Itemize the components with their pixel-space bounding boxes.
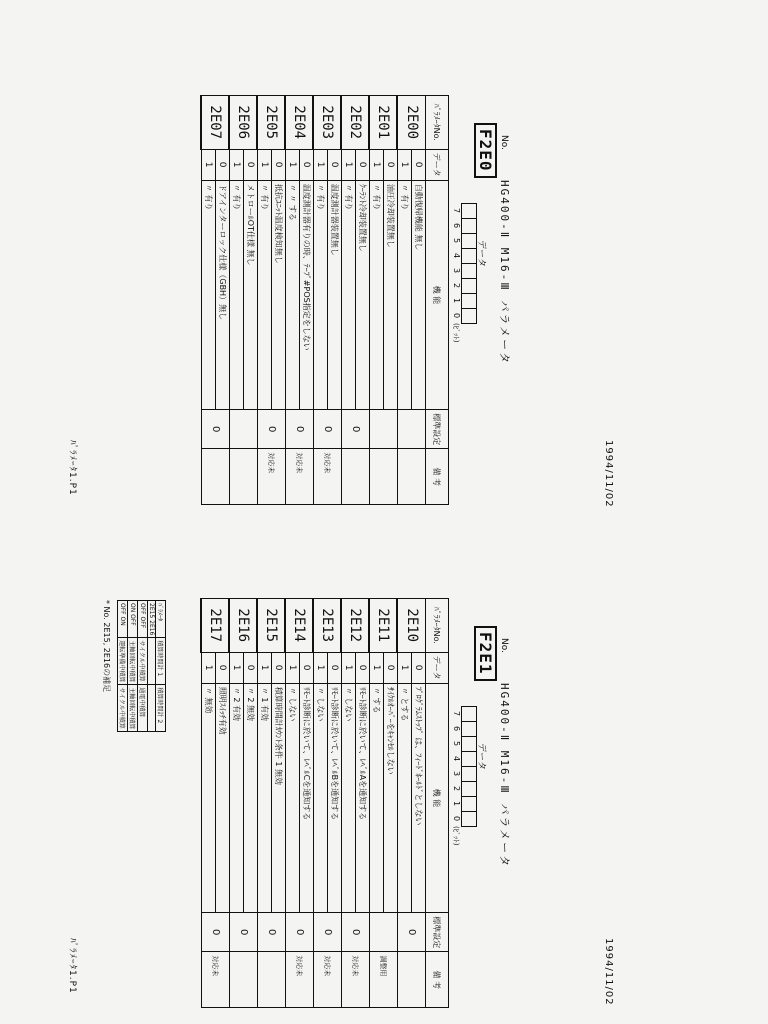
supplement-cell: サイクル中積算	[118, 685, 128, 732]
parameter-id: 2E16	[230, 599, 258, 653]
data-value: 1	[258, 149, 272, 180]
supplement-cell	[148, 685, 156, 732]
standard-setting: 0	[398, 913, 426, 952]
data-value: 1	[342, 149, 356, 180]
data-value: 1	[398, 652, 412, 683]
remarks	[398, 952, 426, 1008]
parameter-sheet-1	[175, 95, 515, 505]
standard-setting: 0	[314, 410, 342, 449]
parameter-number: F2E0	[474, 123, 497, 178]
supplement-note	[96, 600, 166, 860]
supplement-cell: サイクル中積算	[138, 638, 148, 685]
data-value: 0	[412, 149, 426, 180]
function-text: 〃 〃 する	[286, 180, 300, 409]
remarks: 対応未	[202, 952, 230, 1008]
supplement-cell: OFF OFF	[138, 601, 148, 638]
standard-setting: 0	[202, 913, 230, 952]
table-row	[356, 599, 370, 1008]
remarks: 対応未	[342, 952, 370, 1008]
supplement-cell: 通電中積算	[138, 685, 148, 732]
data-value: 0	[300, 149, 314, 180]
table-row	[244, 599, 258, 1008]
parameter-id: 2E11	[370, 599, 398, 653]
function-text: 〃 する	[370, 683, 384, 912]
function-text: 〃 有り	[370, 180, 384, 409]
supplement-header-row	[156, 601, 166, 732]
supplement-cell: 積算時間計 2	[156, 685, 166, 732]
parameter-id: 2E15	[258, 599, 286, 653]
function-text: 〃 しない	[314, 683, 328, 912]
standard-setting	[398, 410, 426, 449]
supplement-cell: ﾊﾟﾗﾒｰﾀ	[156, 601, 166, 638]
function-text: 温度測計器装置無し	[328, 180, 342, 409]
function-text: 〃 有り	[314, 180, 328, 409]
remarks	[398, 449, 426, 505]
function-text: 〃 しない	[342, 683, 356, 912]
supplement-cell: 積算時間計 1	[156, 638, 166, 685]
function-text: 〃 2 有効	[230, 683, 244, 912]
data-value: 1	[230, 149, 244, 180]
supplement-cell: 主軸回転中積算	[128, 685, 138, 732]
standard-setting: 0	[258, 410, 286, 449]
header-data: データ	[426, 652, 449, 683]
header-standard: 標準設定	[426, 913, 449, 952]
supplement-cell: OFF ON	[118, 601, 128, 638]
data-value: 0	[328, 652, 342, 683]
standard-setting: 0	[342, 913, 370, 952]
supplement-row	[128, 601, 138, 732]
header-remarks: 備 考	[426, 952, 449, 1008]
function-text: 〃 有り	[202, 180, 216, 409]
parameter-id: 2E00	[398, 96, 426, 150]
data-value: 0	[384, 149, 398, 180]
function-text: 自動復帰機能 無し	[412, 180, 426, 409]
supplement-row	[138, 601, 148, 732]
header-parameter-no: ﾊﾟﾗﾒｰﾀNo.	[426, 599, 449, 653]
data-value: 0	[216, 149, 230, 180]
sheet-header	[452, 598, 515, 1008]
supplement-table	[117, 600, 166, 732]
parameter-table	[201, 95, 450, 505]
sheet-title: HG400-Ⅱ M16-Ⅲ パラメータ	[498, 683, 511, 869]
data-value: 1	[398, 149, 412, 180]
table-row	[244, 96, 258, 505]
standard-setting: 0	[286, 410, 314, 449]
bit-numbers: 7 6 5 4 3 2 1 0	[452, 207, 461, 319]
parameter-id: 2E01	[370, 96, 398, 150]
standard-setting	[370, 410, 398, 449]
remarks: 対応未	[314, 449, 342, 505]
table-row	[216, 599, 230, 1008]
parameter-id: 2E12	[342, 599, 370, 653]
remarks	[370, 449, 398, 505]
data-value: 1	[202, 652, 216, 683]
function-text: ﾌﾟﾛｸﾞﾗﾑｽﾄｯﾌﾟ は、ﾌｨｰﾄﾞﾎｰﾙﾄﾞとしない	[412, 683, 426, 912]
page-date: 1994/11/02	[603, 938, 614, 1006]
sheet-title: HG400-Ⅱ M16-Ⅲ パラメータ	[498, 180, 511, 366]
sheet-header	[452, 95, 515, 505]
table-row	[300, 96, 314, 505]
parameter-sheet-2	[175, 598, 515, 1008]
data-value: 1	[286, 149, 300, 180]
supplement-cell: 主軸回転中積算	[128, 638, 138, 685]
parameter-id: 2E10	[398, 599, 426, 653]
function-text: ﾘﾓｰﾄ診断に於いて、ﾚﾍﾞﾙAを通知する	[356, 683, 370, 912]
table-row	[300, 599, 314, 1008]
remarks	[258, 952, 286, 1008]
function-text: 抵抗ﾕﾆｯﾄ温度検知無し	[272, 180, 286, 409]
table-row	[328, 599, 342, 1008]
function-text: 〃 有り	[342, 180, 356, 409]
header-remarks: 備 考	[426, 449, 449, 505]
remarks	[230, 952, 258, 1008]
data-value: 1	[230, 652, 244, 683]
function-text: 積算時間計ｶｳﾝﾄ条件 1 無効	[272, 683, 286, 912]
parameter-id: 2E13	[314, 599, 342, 653]
bit-entry-boxes	[461, 203, 477, 324]
function-text: ｻｲｸﾙｵｰﾊﾞｰをｷｬﾝｾﾙしない	[384, 683, 398, 912]
function-text: 〃 有り	[258, 180, 272, 409]
table-row	[216, 96, 230, 505]
number-label: No.	[499, 135, 509, 150]
table-row	[412, 96, 426, 505]
parameter-id: 2E14	[286, 599, 314, 653]
table-row	[272, 599, 286, 1008]
function-text: ﾘﾓｰﾄ診断に於いて、ﾚﾍﾞﾙCを通知する	[300, 683, 314, 912]
data-value: 0	[300, 652, 314, 683]
parameter-number: F2E1	[474, 626, 497, 681]
supplement-cell: 2E15 2E16	[148, 601, 156, 638]
header-function: 機 能	[426, 180, 449, 409]
table-row	[356, 96, 370, 505]
data-value: 0	[272, 149, 286, 180]
data-value: 0	[356, 149, 370, 180]
function-text: メトローﾙOT仕様 無し	[244, 180, 258, 409]
standard-setting: 0	[286, 913, 314, 952]
standard-setting	[370, 913, 398, 952]
remarks	[230, 449, 258, 505]
table-row	[384, 599, 398, 1008]
supplement-subheader-row	[148, 601, 156, 732]
bits-label: データ	[476, 743, 486, 771]
data-value: 1	[286, 652, 300, 683]
table-header-row	[426, 96, 449, 505]
header-function: 機 能	[426, 683, 449, 912]
bit-numbers: 7 6 5 4 3 2 1 0	[452, 710, 461, 822]
parameter-id: 2E17	[202, 599, 230, 653]
remarks: 調整用	[370, 952, 398, 1008]
data-value: 0	[216, 652, 230, 683]
function-text: ドアインターロック仕様（GBH）無し	[216, 180, 230, 409]
footer-reference: ﾊﾟﾗﾒｰﾀ1.P1	[67, 440, 77, 496]
remarks: 対応未	[314, 952, 342, 1008]
function-text: 〃 しない	[286, 683, 300, 912]
remarks: 対応未	[286, 952, 314, 1008]
unit-label: (ﾋﾞｯﾄ)	[452, 323, 460, 343]
header-parameter-no: ﾊﾟﾗﾒｰﾀNo.	[426, 96, 449, 150]
data-value: 0	[244, 149, 258, 180]
function-text: 〃 2 無効	[244, 683, 258, 912]
remarks	[202, 449, 230, 505]
header-data: データ	[426, 149, 449, 180]
parameter-id: 2E03	[314, 96, 342, 150]
data-value: 1	[314, 149, 328, 180]
supplement-row	[118, 601, 128, 732]
function-text: 照明ｽｲｯﾁ有効	[216, 683, 230, 912]
standard-setting: 0	[230, 913, 258, 952]
parameter-id: 2E05	[258, 96, 286, 150]
function-text: 〃 1 有効	[258, 683, 272, 912]
data-value: 1	[342, 652, 356, 683]
function-text: ｸｰﾗﾝﾄ冷却装置無し	[356, 180, 370, 409]
remarks: 対応未	[286, 449, 314, 505]
page-date: 1994/11/02	[603, 440, 614, 508]
bit-entry-boxes	[461, 706, 477, 827]
supplement-cell: 運転準備中積算	[118, 638, 128, 685]
data-value: 0	[244, 652, 258, 683]
data-value: 0	[328, 149, 342, 180]
function-text: 油圧冷却装置無し	[384, 180, 398, 409]
footer-reference: ﾊﾟﾗﾒｰﾀ1.P1	[67, 938, 77, 994]
table-row	[384, 96, 398, 505]
table-row	[272, 96, 286, 505]
table-row	[412, 599, 426, 1008]
standard-setting: 0	[202, 410, 230, 449]
supplement-cell: ON OFF	[128, 601, 138, 638]
data-value: 1	[314, 652, 328, 683]
data-value: 0	[412, 652, 426, 683]
parameter-id: 2E07	[202, 96, 230, 150]
number-label: No.	[499, 638, 509, 653]
data-value: 1	[370, 149, 384, 180]
function-text: 〃 無効	[202, 683, 216, 912]
function-text: 温度測計器有りの時、ﾃｰﾌﾟ#POS指定をしない	[300, 180, 314, 409]
standard-setting: 0	[258, 913, 286, 952]
function-text: 〃 有り	[398, 180, 412, 409]
data-value: 1	[258, 652, 272, 683]
table-header-row	[426, 599, 449, 1008]
data-value: 1	[202, 149, 216, 180]
header-standard: 標準設定	[426, 410, 449, 449]
standard-setting: 0	[314, 913, 342, 952]
parameter-id: 2E04	[286, 96, 314, 150]
data-value: 0	[384, 652, 398, 683]
standard-setting: 0	[342, 410, 370, 449]
data-value: 0	[356, 652, 370, 683]
parameter-id: 2E02	[342, 96, 370, 150]
data-value: 0	[272, 652, 286, 683]
remarks	[342, 449, 370, 505]
supplement-note-title: * No. 2E15, 2E16の補足	[102, 600, 111, 693]
table-row	[328, 96, 342, 505]
remarks: 対応未	[258, 449, 286, 505]
function-text: 〃 とする	[398, 683, 412, 912]
function-text: ﾘﾓｰﾄ診断に於いて、ﾚﾍﾞﾙBを通知する	[328, 683, 342, 912]
parameter-id: 2E06	[230, 96, 258, 150]
standard-setting	[230, 410, 258, 449]
function-text: 〃 有り	[230, 180, 244, 409]
data-value: 1	[370, 652, 384, 683]
bits-label: データ	[476, 240, 486, 268]
parameter-table	[201, 598, 450, 1008]
supplement-cell	[148, 638, 156, 685]
unit-label: (ﾋﾞｯﾄ)	[452, 826, 460, 846]
